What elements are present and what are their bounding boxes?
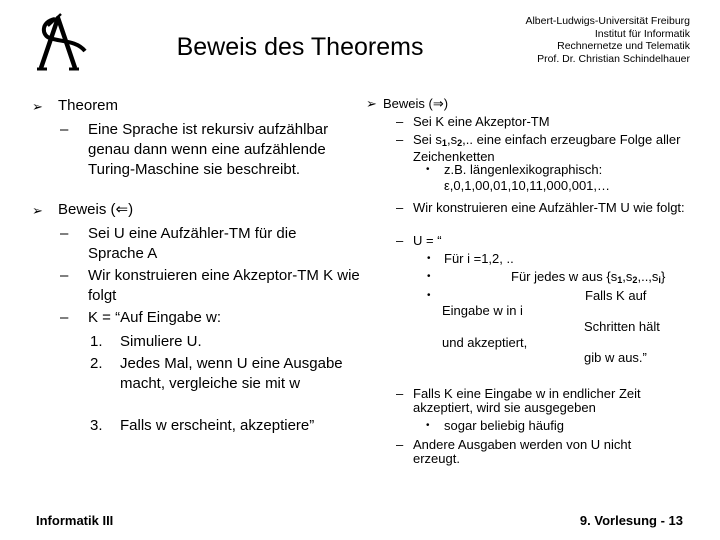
dot-bullet-icon: • xyxy=(426,164,430,175)
institution-line: Institut für Informatik xyxy=(594,27,690,40)
list-item: K = “Auf Eingabe w: xyxy=(88,309,221,326)
theorem-text: Eine Sprache ist rekursiv aufzählbar genau dann wenn eine aufzählende Turing-Maschine sie beschreibt. xyxy=(88,121,329,178)
list-item: und akzeptiert, xyxy=(442,335,528,350)
sequence-text: ε,0,1,00,01,10,11,000,001,… xyxy=(444,178,611,193)
dash-bullet-icon: – xyxy=(396,132,404,147)
dot-bullet-icon: • xyxy=(427,290,431,301)
beweis-close: ) xyxy=(128,201,134,218)
step-number: 3. xyxy=(90,417,103,434)
beweis-close: ) xyxy=(443,96,449,111)
institution-line: Prof. Dr. Christian Schindelhauer xyxy=(537,52,690,65)
list-item: Schritten hält xyxy=(584,319,660,334)
list-item: Für jedes w aus $\{s_1,s_2,..,s_i\}$ xyxy=(511,269,666,285)
institution-block xyxy=(450,15,690,65)
arrow-bullet-icon: ➢ xyxy=(32,99,43,114)
list-item: Falls K auf xyxy=(585,288,647,303)
list-item: Andere Ausgaben werden von U nicht erzeugt. xyxy=(413,437,632,466)
list-item: Falls w erscheint, akzeptiere” xyxy=(120,417,315,434)
list-item: Falls K eine Eingabe w in endlicher Zeit akzeptiert, wird sie ausgegeben xyxy=(413,386,641,415)
dash-bullet-icon: – xyxy=(396,114,404,129)
list-item: Für i =1,2, .. xyxy=(444,251,514,266)
list-item: Eingabe w in i xyxy=(442,303,523,318)
left-implies-icon: ⇐ xyxy=(115,201,129,218)
list-item: Simuliere U. xyxy=(120,333,202,350)
list-item: Wir konstruieren eine Akzeptor-TM K wie folgt xyxy=(88,267,360,304)
list-item: sogar beliebig häufig xyxy=(444,418,564,433)
arrow-bullet-icon: ➢ xyxy=(32,203,43,218)
step-number: 1. xyxy=(90,333,103,350)
list-item: gib w aus.” xyxy=(584,350,647,365)
dash-bullet-icon: – xyxy=(60,225,69,242)
step-number: 2. xyxy=(90,355,103,372)
dash-bullet-icon: – xyxy=(396,200,404,215)
list-item: Wir konstruieren eine Aufzähler-TM U wie folgt: xyxy=(413,200,685,215)
dash-bullet-icon: – xyxy=(60,267,69,284)
beweis-label: Beweis ( xyxy=(58,201,116,218)
beweis-label: Beweis ( xyxy=(383,96,433,111)
institution-line: Albert-Ludwigs-Universität Freiburg xyxy=(525,15,690,27)
list-item: Sei K eine Akzeptor-TM xyxy=(413,114,550,129)
footer-course: Informatik III xyxy=(36,513,114,528)
page-title: Beweis des Theorems xyxy=(176,33,424,61)
list-item: Sei $s_1,s_2$,.. eine einfach erzeugbare Folge aller Zeichenketten xyxy=(413,132,681,164)
dot-bullet-icon: • xyxy=(427,271,431,282)
dot-bullet-icon: • xyxy=(426,420,430,431)
beweis-heading xyxy=(58,200,133,220)
arrow-bullet-icon: ➢ xyxy=(366,96,377,111)
institution-line: Rechnernetze und Telematik xyxy=(557,40,690,52)
dash-bullet-icon: – xyxy=(396,233,404,248)
university-logo xyxy=(28,10,88,72)
dot-bullet-icon: • xyxy=(427,253,431,264)
dash-bullet-icon: – xyxy=(396,386,404,401)
list-item: U = “ xyxy=(413,233,442,248)
list-item: Jedes Mal, wenn U eine Ausgabe macht, vergleiche sie mit w xyxy=(120,355,343,392)
theorem-heading: Theorem xyxy=(58,97,119,114)
beweis-heading xyxy=(383,97,448,111)
list-item: Sei U eine Aufzähler-TM für die Sprache A xyxy=(88,225,297,262)
dash-bullet-icon: – xyxy=(60,309,69,326)
list-item: z.B. längenlexikographisch: xyxy=(444,162,603,177)
right-implies-icon: ⇒ xyxy=(432,96,444,111)
footer-page-number: 9. Vorlesung - 13 xyxy=(579,513,683,528)
dash-bullet-icon: – xyxy=(60,121,69,138)
dash-bullet-icon: – xyxy=(396,437,404,452)
